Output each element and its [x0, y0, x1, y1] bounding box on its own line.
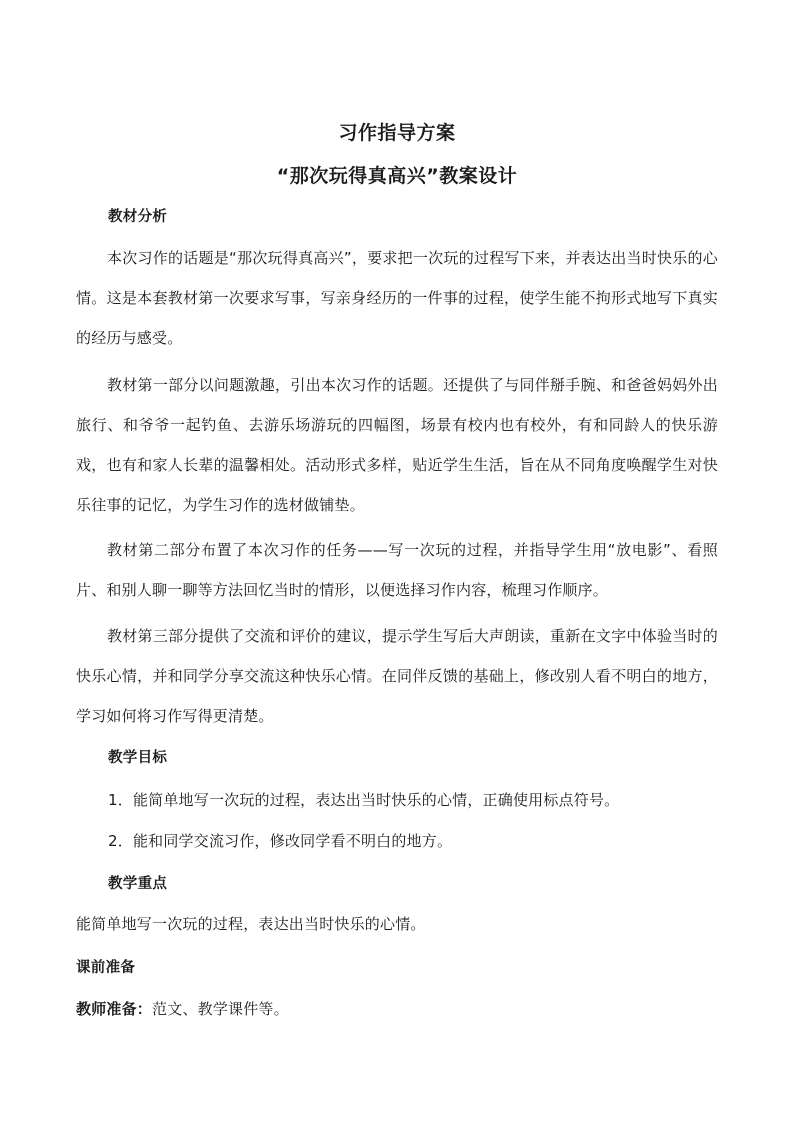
goal-item: 2．能和同学交流习作，修改同学看不明白的地方。	[108, 832, 453, 850]
analysis-paragraph: 教材第二部分布置了本次习作的任务——写一次玩的过程，并指导学生用“放电影”、看照片、和别人聊一聊等方法回忆当时的情形，以便选择习作内容，梳理习作顺序。	[76, 541, 718, 599]
section-heading-goals: 教学目标	[108, 750, 168, 766]
section-heading-analysis: 教材分析	[108, 209, 168, 225]
focus-text: 能简单地写一次玩的过程，表达出当时快乐的心情。	[76, 915, 426, 933]
section-heading-prep: 课前准备	[76, 960, 136, 976]
prep-label: 教师准备：	[76, 1000, 153, 1018]
goal-item: 1．能简单地写一次玩的过程，表达出当时快乐的心情，正确使用标点符号。	[108, 791, 620, 809]
document-subtitle: “那次玩得真高兴”教案设计	[276, 165, 518, 187]
analysis-paragraph: 本次习作的话题是“那次玩得真高兴”，要求把一次玩的过程写下来，并表达出当时快乐的心情。这是本套教材第一次要求写事，写亲身经历的一件事的过程，使学生能不拘形式地写下真实的经历与感受。	[76, 249, 718, 347]
document-title: 习作指导方案	[338, 122, 456, 144]
section-heading-focus: 教学重点	[108, 876, 168, 892]
analysis-paragraph: 教材第三部分提供了交流和评价的建议，提示学生写后大声朗读，重新在文字中体验当时的快乐心情，并和同学分享交流这种快乐心情。在同伴反馈的基础上，修改别人看不明白的地方，学习如何将习作写得更清楚。	[76, 627, 718, 725]
analysis-paragraph: 教材第一部分以问题激趣，引出本次习作的话题。还提供了与同伴掰手腕、和爸爸妈妈外出旅行、和爷爷一起钓鱼、去游乐场游玩的四幅图，场景有校内也有校外，有和同龄人的快乐游戏，也有和家人长辈的温馨相处。活动形式多样，贴近学生生活，旨在从不同角度唤醒学生对快乐往事的记忆，为学生习作的选材做铺垫。	[76, 376, 718, 514]
prep-text: 范文、教学课件等。	[152, 1000, 289, 1018]
prep-line	[76, 998, 289, 1020]
